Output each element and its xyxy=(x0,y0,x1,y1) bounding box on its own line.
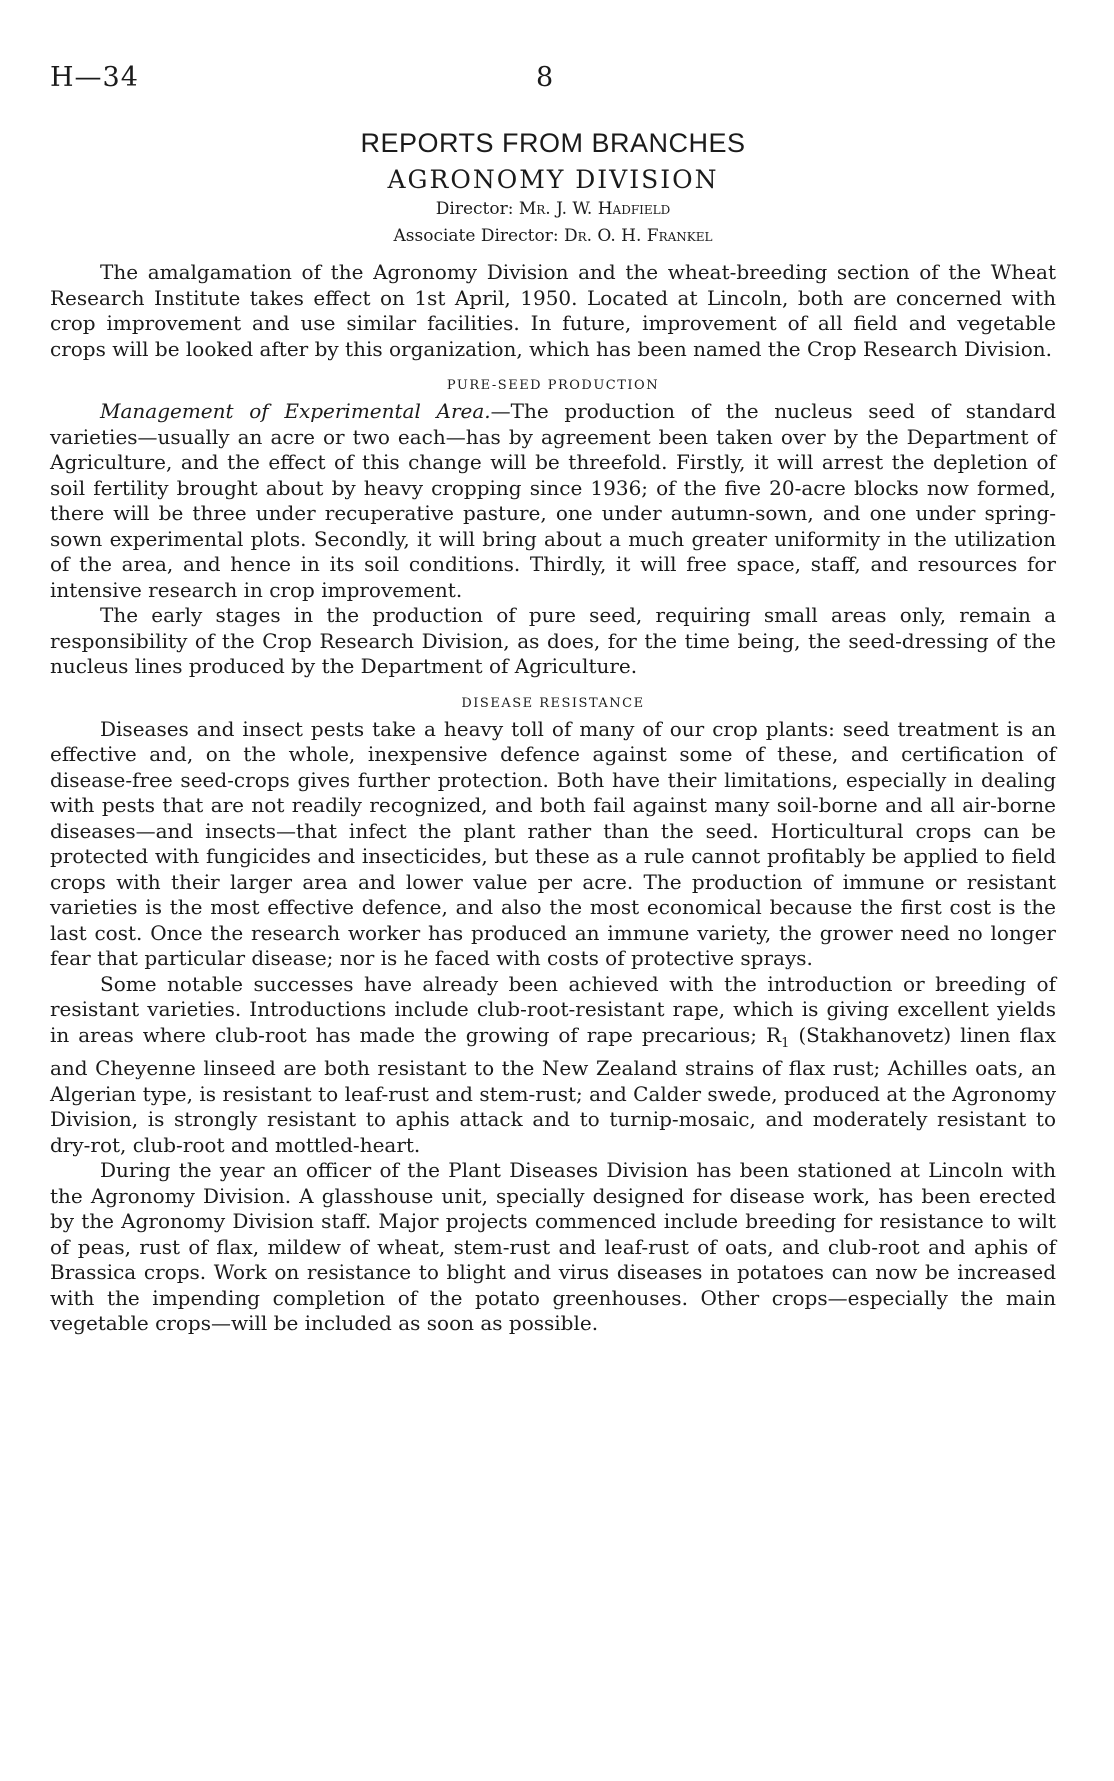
pure-seed-heading: PURE-SEED PRODUCTION xyxy=(446,378,660,393)
disease-resistance-heading: DISEASE RESISTANCE xyxy=(461,695,645,711)
pure-seed-paragraph-1-text: —The production of the nucleus seed of standard varieties—usually an acre or two each—has by agreement been taken over by the Department of Agriculture, and the effect of this change will be threefold. Firstly, it will arrest the depletion of soil fertility brought about by heavy cropping since 1936; of the five 20-acre blocks now formed, there will be three under recuperative pasture, one under autumn-sown, and one under spring-sown experimental plots. Secondly, it will bring about a much greater uniformity in the utilization of the area, and hence in its soil conditions. Thirdly, it will free space, staff, and resources for intensive research in crop improvement. xyxy=(50,399,1056,602)
associate-director-role: Associate Director: xyxy=(393,226,559,246)
page-number: 8 xyxy=(536,62,554,93)
pure-seed-paragraph-2: The early stages in the production of pure seed, requiring small areas only, remain a responsibility of the Crop Research Division, as does, for the time being, the seed-dressing of the nucleus lines produced by the Department of Agriculture. xyxy=(50,603,1056,678)
report-title: REPORTS FROM BRANCHES xyxy=(360,128,746,158)
variety-r1 xyxy=(766,1022,790,1051)
runin-heading: Management of Experimental Area. xyxy=(100,399,491,423)
associate-director-line xyxy=(50,226,1056,246)
page-header xyxy=(50,62,1056,106)
disease-paragraph-1: Diseases and insect pests take a heavy toll of many of our crop plants: seed treatment is an effective and, on the whole, inexpensive defence against some of these, and certification of disease-free seed-crops gives further protection. Both have their limitations, especially in dealing with pests that are not readily recognized, and both fail against many soil-borne and all air-borne diseases—and insects—that infect the plant rather than the seed. Horticultural crops can be protected with fungicides and insecticides, but these as a rule cannot profitably be applied to field crops with their larger area and lower value per acre. The production of immune or resistant varieties is the most effective defence, and also the most economical because the first cost is the last cost. Once the research worker has produced an immune variety, the grower need no longer fear that particular disease; nor is he faced with costs of protective sprays. xyxy=(50,716,1056,970)
document-page xyxy=(50,62,1056,1337)
director-line xyxy=(50,199,1056,219)
associate-director-name: Dr. O. H. Frankel xyxy=(563,226,713,246)
intro-paragraph: The amalgamation of the Agronomy Division and the wheat-breeding section of the Wheat Research Institute takes effect on 1st April, 1950. Located at Lincoln, both are concerned with crop improvement and use similar facilities. In future, improvement of all field and vegetable crops will be looked after by this organization, which has been named the Crop Research Division. xyxy=(50,260,1056,361)
disease-paragraph-2-part-1: Some notable successes have already been achieved with the introduction or breeding of resistant varieties. Introductions include club-root-resistant rape, which is giving excellent yields in areas where club-root has made the growing of rape precarious; xyxy=(50,971,1056,1047)
variety-r-subscript: 1 xyxy=(781,1035,790,1051)
division-heading: AGRONOMY DIVISION xyxy=(387,165,719,194)
page-code: H—34 xyxy=(50,62,139,93)
director-role: Director: xyxy=(435,199,514,219)
disease-paragraph-2 xyxy=(50,972,1056,1159)
disease-paragraph-2-part-2: (Stakhanovetz) linen flax and Cheyenne linseed are both resistant to the New Zealand strains of flax rust; Achilles oats, an Algerian type, is resistant to leaf-rust and stem-rust; and Calder swede, produced at the Agronomy Division, is strongly resistant to aphis attack and to turnip-mosaic, and moderately resistant to dry-rot, club-root and mottled-heart. xyxy=(50,1022,1056,1157)
director-name: Mr. J. W. Hadfield xyxy=(518,199,671,219)
variety-r-letter: R xyxy=(766,1022,782,1047)
disease-paragraph-3: During the year an officer of the Plant Diseases Division has been stationed at Lincoln with the Agronomy Division. A glasshouse unit, specially designed for disease work, has been erected by the Agronomy Division staff. Major projects commenced include breeding for resistance to wilt of peas, rust of flax, mildew of wheat, stem-rust and leaf-rust of oats, and club-root and aphis of Brassica crops. Work on resistance to blight and virus diseases in potatoes can now be increased with the impending completion of the potato greenhouses. Other crops—especially the main vegetable crops—will be included as soon as possible. xyxy=(50,1158,1056,1335)
pure-seed-paragraph-1 xyxy=(50,399,1056,603)
